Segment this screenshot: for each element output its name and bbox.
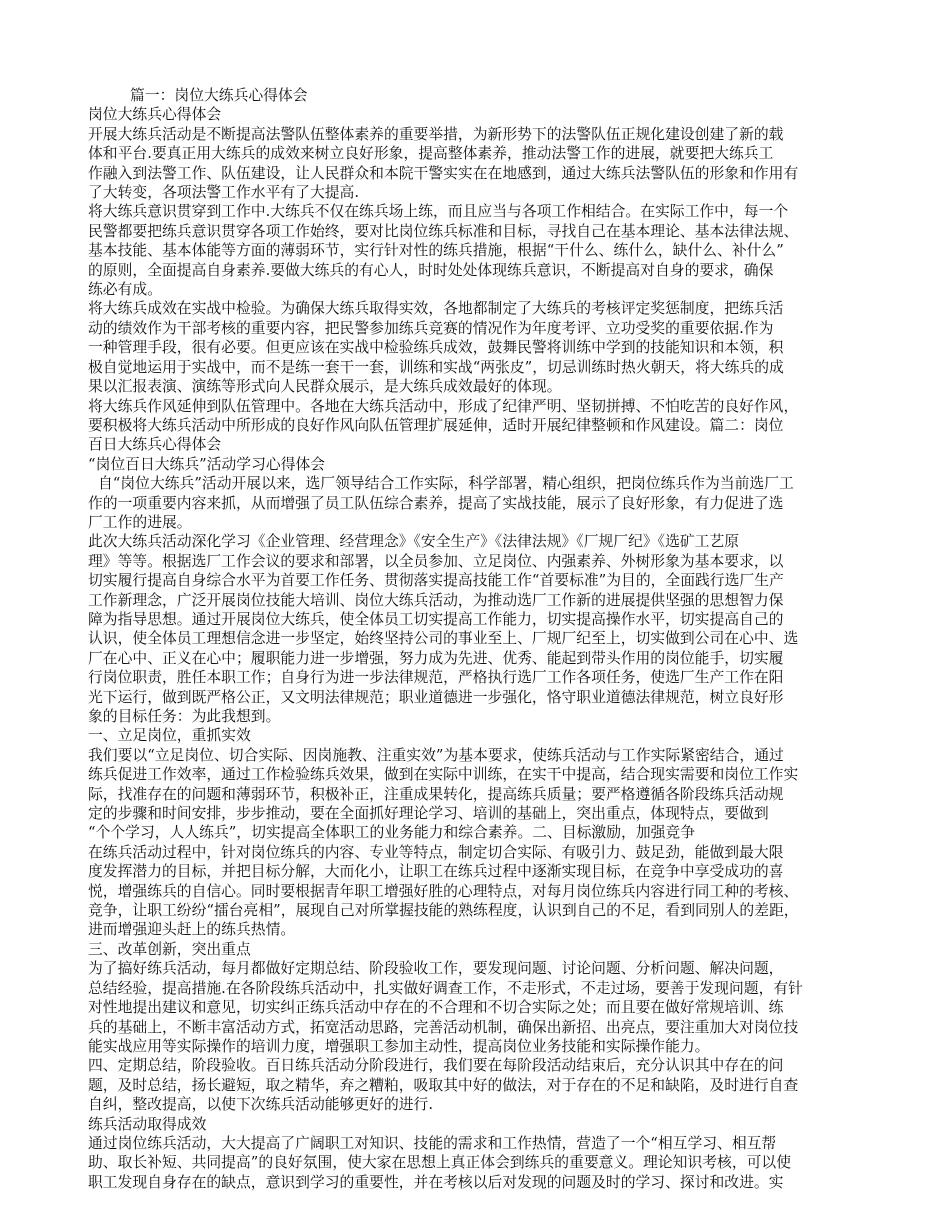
document-line: 篇一：岗位大练兵心得体会 [130,87,308,104]
document-line: 障为指导思想。通过开展岗位大练兵，使全体员工切实提高工作能力，切实提高操作水平，切实提高自己的 [88,610,784,628]
document-line: “个个学习，人人练兵”，切实提高全体职工的业务能力和综合素养。二、目标激励，加强竞争 [88,824,696,842]
document-line: 百日大练兵心得体会 [88,436,222,454]
document-line: 将大练兵意识贯穿到工作中.大练兵不仅在练兵场上练，而且应当与各项工作相结合。在实际工作中，每一个 [88,203,789,221]
document-line: 基本技能、基本体能等方面的薄弱环节，实行针对性的练兵措施，根据“干什么、练什么，缺什么、补什么” [88,242,784,260]
document-line: 练兵促进工作效率，通过工作检验练兵效果，做到在实际中训练，在实干中提高，结合现实需要和岗位工作实 [88,766,799,784]
document-line: 极自觉地运用于实战中，而不是练一套干一套，训练和实战“两张皮”，切忌训练时热火朝天，将大练兵的成 [88,358,784,376]
document-line: 总结经验，提高措施.在各阶段练兵活动中，扎实做好调查工作，不走形式，不走过场，要善于发现问题，有针 [88,979,803,997]
document-line: 厂工作的进展。 [88,513,192,531]
document-line: 切实履行提高自身综合水平为首要工作任务、贯彻落实提高技能工作“首要标准”为目的，全面践行选厂生产 [88,572,784,590]
document-line: 动的绩效作为干部考核的重要内容，把民警参加练兵竞赛的情况作为年度考评、立功受奖的重要依据.作为 [88,319,774,337]
document-line: 定的步骤和时间安排，步步推动，要在全面抓好理论学习、培训的基础上，突出重点，体现特点，要做到 [88,805,769,823]
document-line: 自“岗位大练兵”活动开展以来，选厂领导结合工作实际，科学部署，精心组织，把岗位练兵作为当前选厂工 [98,475,794,493]
document-line: 开展大练兵活动是不断提高法警队伍整体素养的重要举措，为新形势下的法警队伍正规化建设创建了新的载 [88,125,784,143]
document-line: 际，找准存在的问题和薄弱环节，积极补正，注重成果转化，提高练兵质量；要严格遵循各阶段练兵活动规 [88,785,784,803]
document-line: 对性地提出建议和意见，切实纠正练兵活动中存在的不合理和不切合实际之处；而且要在做好常规培训、练 [88,999,784,1017]
document-line: 练必有成。 [88,281,162,299]
document-line: 通过岗位练兵活动，大大提高了广阔职工对知识、技能的需求和工作热情，营造了一个“相互学习、相互帮 [88,1134,777,1152]
document-line: 象的目标任务：为此我想到。 [88,708,281,725]
document-line: 厂在心中、正义在心中；履职能力进一步增强，努力成为先进、优秀、能起到带头作用的岗位能手，切实履 [88,649,784,667]
document-line: 三、改革创新，突出重点 [88,940,251,958]
document-line: 一种管理手段，很有必要。但更应该在实战中检验练兵成效，鼓舞民警将训练中学到的技能知识和本领，积 [88,339,784,357]
document-line: 进而增强迎头赶上的练兵热情。 [88,921,296,939]
document-line: 作融入到法警工作、队伍建设，让人民群众和本院干警实实在在地感到，通过大练兵法警队伍的形象和作用有 [88,164,799,182]
document-line: 工作新理念，广泛开展岗位技能大培训、岗位大练兵活动，为推动选厂工作新的进展提供坚强的思想智力保 [88,591,784,609]
document-line: 认识，使全体员工理想信念进一步坚定，始终坚持公司的事业至上、厂规厂纪至上，切实做到公司在心中、选 [88,630,799,648]
document-line: 我们要以“立足岗位、切合实际、因岗施教、注重实效”为基本要求，使练兵活动与工作实际紧密结合，通过 [88,746,784,764]
document-line: 要积极将大练兵活动中所形成的良好作风向队伍管理扩展延伸，适时开展纪律整顿和作风建设。篇二：岗位 [88,416,784,434]
document-line: 体和平台.要真正用大练兵的成效来树立良好形象，提高整体素养，推动法警工作的进展，就要把大练兵工 [88,145,774,163]
document-line: 能实战应用等实际操作的培训力度，增强职工参加主动性，提高岗位业务技能和实际操作能力。 [88,1037,710,1055]
document-line: 为了搞好练兵活动，每月都做好定期总结、阶段验收工作，要发现问题、讨论问题、分析问题、解决问题， [88,960,784,978]
document-line: 在练兵活动过程中，针对岗位练兵的内容、专业等特点，制定切合实际、有吸引力、鼓足劲，能做到最大限 [88,843,784,861]
document-line: 自纠，整改提高，以使下次练兵活动能够更好的进行. [88,1096,434,1114]
document-line: 悦，增强练兵的自信心。同时要根据青年职工增强好胜的心理特点，对每月岗位练兵内容进行同工种的考核、 [88,882,799,900]
document-line: 了大转变，各项法警工作水平有了大提高. [88,184,360,202]
document-line: 此次大练兵活动深化学习《企业管理、经营理念》《安全生产》《法律法规》《厂规厂纪》《选矿工艺原 [88,533,740,551]
document-line: 兵的基础上，不断丰富活动方式，拓宽活动思路，完善活动机制，确保出新招、出亮点，要注重加大对岗位技 [88,1018,799,1036]
document-line: 作的一项重要内容来抓，从而增强了员工队伍综合素养，提高了实战技能，展示了良好形象，有力促进了选 [88,494,784,512]
document-line: 光下运行，做到既严格公正，又文明法律规范；职业道德进一步强化，恪守职业道德法律规范，树立良好形 [88,688,784,706]
document-line: 职工发现自身存在的缺点，意识到学习的重要性，并在考核以后对发现的问题及时的学习、探讨和改进。实 [88,1173,784,1191]
document-line: 练兵活动取得成效 [88,1115,207,1133]
document-line: 果以汇报表演、演练等形式向人民群众展示，是大练兵成效最好的体现。 [88,378,562,396]
document-line: 将大练兵成效在实战中检验。为确保大练兵取得实效，各地都制定了大练兵的考核评定奖惩制度，把练兵活 [88,300,784,318]
document-line: 的原则，全面提高自身素养.要做大练兵的有心人，时时处处体现练兵意识，不断提高对自身的要求，确保 [88,261,774,279]
document-line: 竞争，让职工纷纷“擂台亮相”，展现自己对所掌握技能的熟练程度，认识到自己的不足，看到同别人的差距， [88,902,799,920]
document-line: 理》等等。根据选厂工作会议的要求和部署，以全员参加、立足岗位、内强素养、外树形象为基本要求，以 [88,552,784,570]
document-line: 助、取长补短、共同提高”的良好氛围，使大家在思想上真正体会到练兵的重要意义。理论知识考核，可以使 [88,1154,792,1172]
document-line: 将大练兵作风延伸到队伍管理中。各地在大练兵活动中，形成了纪律严明、坚韧拼搏、不怕吃苦的良好作风， [88,397,799,415]
document-line: 题，及时总结，扬长避短，取之精华，弃之糟粕，吸取其中好的做法，对于存在的不足和缺陷，及时进行自查 [88,1076,799,1094]
document-line: “岗位百日大练兵”活动学习心得体会 [88,455,326,473]
document-line: 四、定期总结，阶段验收。百日练兵活动分阶段进行，我们要在每阶段活动结束后，充分认识其中存在的问 [88,1057,784,1075]
document-line: 行岗位职责，胜任本职工作；自身行为进一步法律规范，严格执行选厂工作各项任务，使选厂生产工作在阳 [88,669,784,687]
document-body [88,86,868,1192]
document-line: 度发挥潜力的目标，并把目标分解，大而化小，让职工在练兵过程中逐渐实现目标，在竞争中享受成功的喜 [88,863,784,881]
document-line: 岗位大练兵心得体会 [88,106,222,124]
document-line: 民警都要把练兵意识贯穿各项工作始终，要对比岗位练兵标准和目标，寻找自己在基本理论、基本法律法规、 [88,222,799,240]
document-line: 一、立足岗位，重抓实效 [88,727,251,745]
